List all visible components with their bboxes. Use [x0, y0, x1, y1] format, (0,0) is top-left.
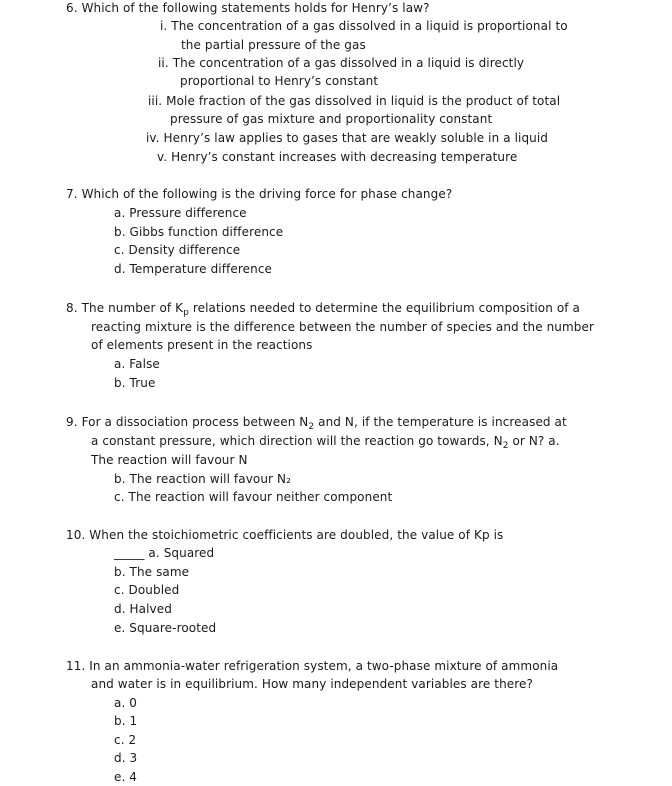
q11-option-e: e. 4: [114, 770, 138, 784]
q11-option-b: b. 1: [114, 714, 138, 728]
q10-stem: 10. When the stoichiometric coefficients are doubled, the value of Kp is: [66, 528, 504, 542]
q9-option-c: c. The reaction will favour neither component: [114, 490, 393, 504]
q6-statement-3: iii. Mole fraction of the gas dissolved in liquid is the product of total: [148, 94, 561, 108]
q11-stem-line-1: 11. In an ammonia-water refrigeration system, a two-phase mixture of ammonia: [66, 659, 559, 673]
q6-statement-1-cont: the partial pressure of the gas: [181, 38, 366, 52]
q11-stem-line-2: and water is in equilibrium. How many independent variables are there?: [91, 677, 534, 691]
q10-option-c: c. Doubled: [114, 583, 180, 597]
q8-stem-line-3: of elements present in the reactions: [91, 338, 313, 352]
q11-option-c: c. 2: [114, 733, 137, 747]
q7-stem: 7. Which of the following is the driving force for phase change?: [66, 187, 453, 201]
q6-statement-1: i. The concentration of a gas dissolved in a liquid is proportional to: [160, 19, 568, 33]
q10-option-e: e. Square-rooted: [114, 621, 217, 635]
q7-option-c: c. Density difference: [114, 243, 241, 257]
q8-option-a: a. False: [114, 357, 160, 371]
q11-option-a: a. 0: [114, 696, 138, 710]
q11-option-d: d. 3: [114, 751, 138, 765]
q6-stem: 6. Which of the following statements holds for Henry’s law?: [66, 1, 430, 15]
q7-option-b: b. Gibbs function difference: [114, 225, 284, 239]
q8-stem-line-1: 8. The number of $K_p$ relations needed to determine the equilibrium composition of a: [66, 301, 580, 318]
q9-stem-line-2: a constant pressure, which direction will the reaction go towards, $N_2$ or N? a.: [91, 434, 560, 451]
q8-stem-line-2: reacting mixture is the difference between the number of species and the number: [91, 320, 595, 334]
q8-option-b: b. True: [114, 376, 156, 390]
q9-stem-line-3: The reaction will favour N: [91, 453, 248, 467]
q7-option-a: a. Pressure difference: [114, 206, 247, 220]
q6-statement-4: iv. Henry’s law applies to gases that are weakly soluble in a liquid: [146, 131, 549, 145]
q7-option-d: d. Temperature difference: [114, 262, 272, 276]
q10-option-d: d. Halved: [114, 602, 172, 616]
q9-option-b: b. The reaction will favour N₂: [114, 472, 291, 486]
q6-statement-2: ii. The concentration of a gas dissolved in a liquid is directly: [158, 56, 525, 70]
q6-statement-2-cont: proportional to Henry’s constant: [180, 74, 379, 88]
q6-statement-5: v. Henry’s constant increases with decreasing temperature: [157, 150, 518, 164]
q9-stem-line-1: 9. For a dissociation process between $N_2$ and N, if the temperature is increased at: [66, 415, 567, 432]
q6-statement-3-cont: pressure of gas mixture and proportionality constant: [170, 112, 493, 126]
q10-option-b: b. The same: [114, 565, 190, 579]
q10-blank-and-option-a: _____ a. Squared: [114, 546, 215, 560]
